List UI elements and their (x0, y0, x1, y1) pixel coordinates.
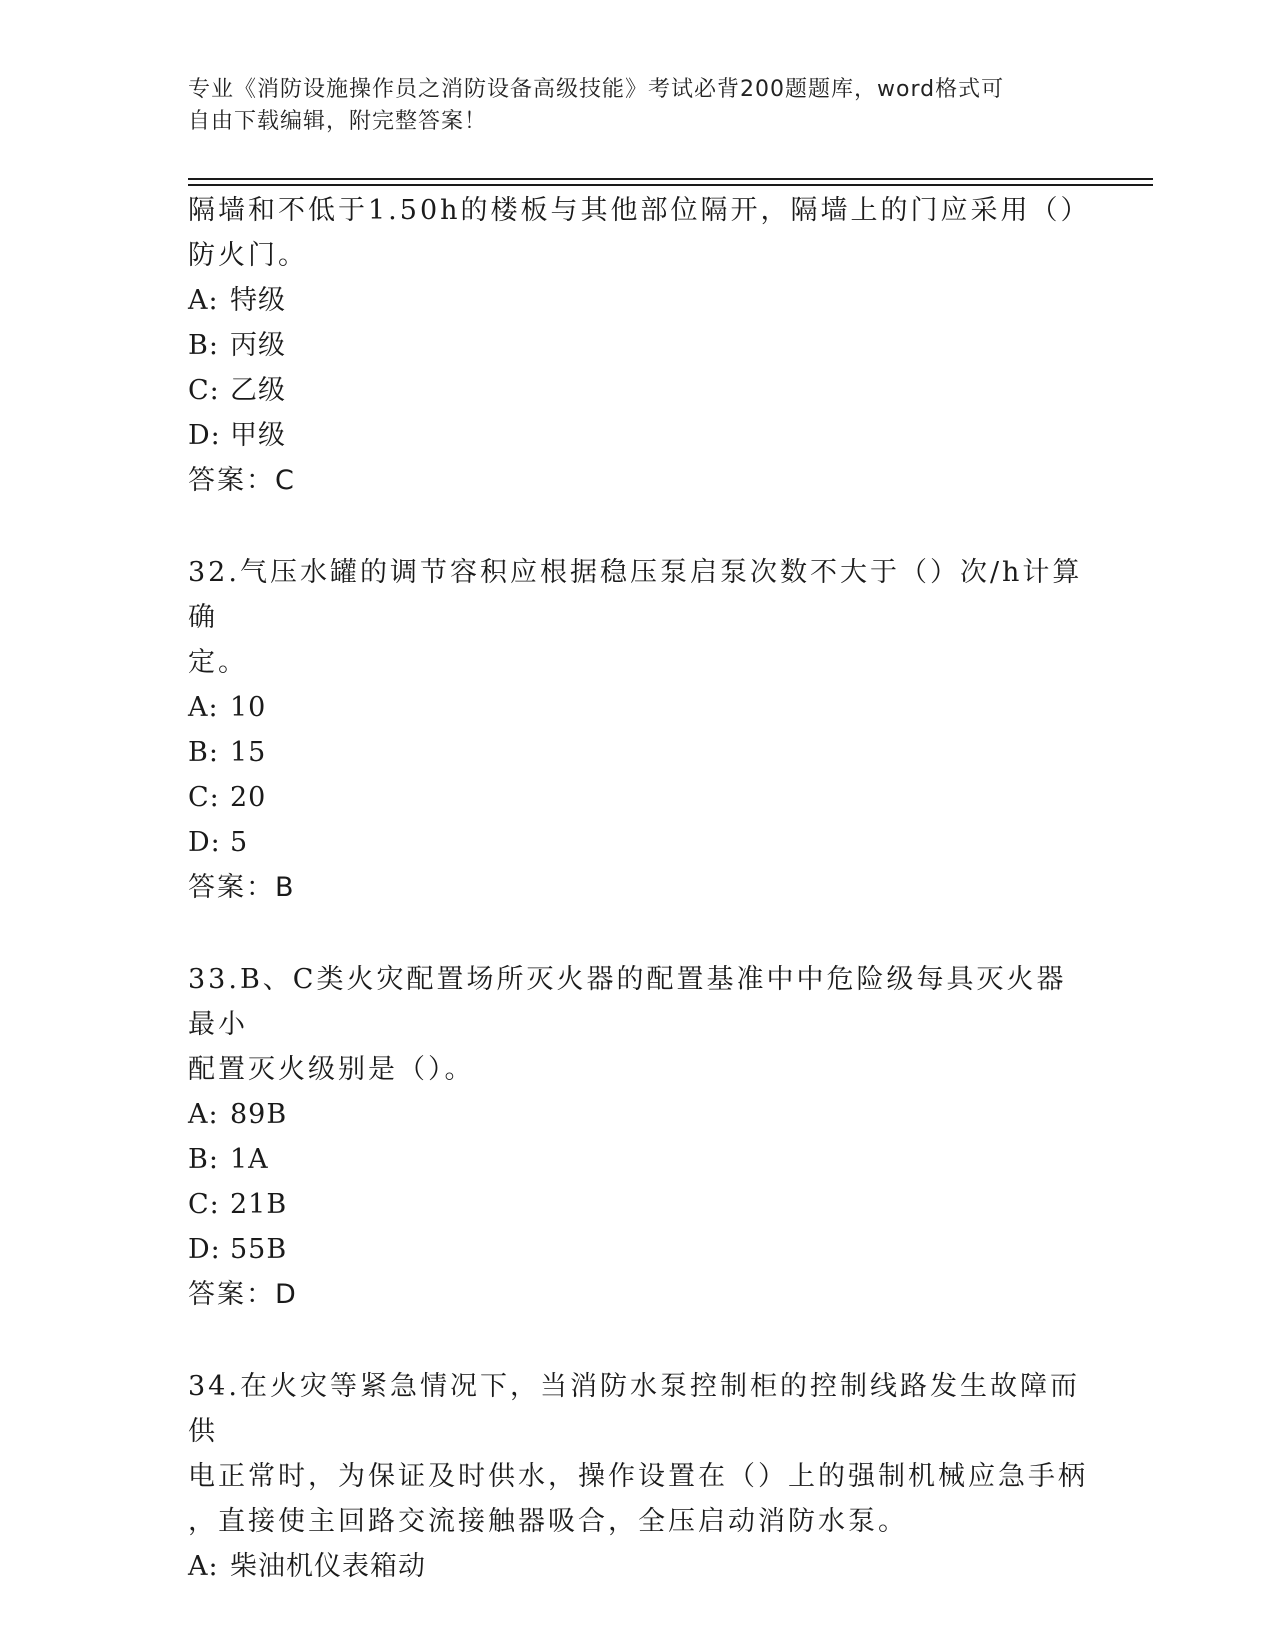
option-text: 89B (230, 1099, 288, 1130)
option-text: 55B (230, 1234, 288, 1265)
option-text: 丙级 (230, 330, 286, 361)
option-text: 15 (230, 737, 267, 768)
option-b (188, 323, 1088, 368)
option-a (188, 278, 1088, 323)
question-block (188, 550, 1088, 910)
option-letter: A: (188, 1551, 219, 1582)
question-text-line: 33.B、C类火灾配置场所灭火器的配置基准中中危险级每具灭火器最小 (188, 964, 1067, 1040)
question-text-line: 配置灭火级别是（）。 (188, 1054, 475, 1085)
answer-line: 答案：B (188, 872, 296, 903)
header-line-2: 自由下载编辑，附完整答案！ (188, 109, 488, 134)
option-letter: C: (188, 1189, 220, 1220)
option-letter: D: (188, 827, 221, 858)
option-d (188, 820, 1088, 865)
option-letter: D: (188, 420, 221, 451)
question-text-line: 32.气压水罐的调节容积应根据稳压泵启泵次数不大于（）次/h计算确 (188, 557, 1083, 633)
option-a (188, 1092, 1088, 1137)
question-text-line: 电正常时，为保证及时供水，操作设置在（）上的强制机械应急手柄 (188, 1461, 1088, 1492)
option-letter: C: (188, 782, 220, 813)
option-c (188, 775, 1088, 820)
option-text: 10 (230, 692, 267, 723)
question-text-line: 34.在火灾等紧急情况下，当消防水泵控制柜的控制线路发生故障而供 (188, 1371, 1080, 1447)
option-a (188, 1544, 1088, 1589)
answer-line: 答案：C (188, 465, 296, 496)
question-block (188, 188, 1091, 503)
option-c (188, 368, 1088, 413)
option-letter: D: (188, 1234, 221, 1265)
option-letter: B: (188, 737, 219, 768)
header-divider-top (188, 178, 1153, 180)
option-text: 特级 (230, 285, 286, 316)
option-d (188, 1227, 1088, 1272)
header-line-1: 专业《消防设施操作员之消防设备高级技能》考试必背200题题库，word格式可 (188, 77, 1005, 102)
option-letter: B: (188, 330, 219, 361)
question-block (188, 1364, 1088, 1589)
question-text-line: ，直接使主回路交流接触器吸合，全压启动消防水泵。 (188, 1506, 908, 1537)
option-letter: C: (188, 375, 220, 406)
header-divider-bottom (188, 184, 1153, 186)
option-text: 柴油机仪表箱动 (230, 1551, 426, 1582)
question-text-line: 防火门。 (188, 240, 308, 271)
option-letter: A: (188, 1099, 219, 1130)
option-text: 20 (230, 782, 267, 813)
option-text: 乙级 (230, 375, 286, 406)
option-letter: A: (188, 692, 219, 723)
option-text: 5 (230, 827, 249, 858)
option-text: 21B (230, 1189, 288, 1220)
option-letter: A: (188, 285, 219, 316)
option-text: 1A (230, 1144, 269, 1175)
option-b (188, 730, 1088, 775)
option-b (188, 1137, 1088, 1182)
option-text: 甲级 (230, 420, 286, 451)
question-text-line: 定。 (188, 647, 248, 678)
answer-line: 答案：D (188, 1279, 298, 1310)
document-header (188, 74, 1068, 138)
option-a (188, 685, 1088, 730)
question-list (188, 188, 1091, 1589)
option-letter: B: (188, 1144, 219, 1175)
question-block (188, 957, 1088, 1317)
option-d (188, 413, 1088, 458)
question-text-line: 隔墙和不低于1.50h的楼板与其他部位隔开，隔墙上的门应采用（） (188, 195, 1091, 226)
option-c (188, 1182, 1088, 1227)
